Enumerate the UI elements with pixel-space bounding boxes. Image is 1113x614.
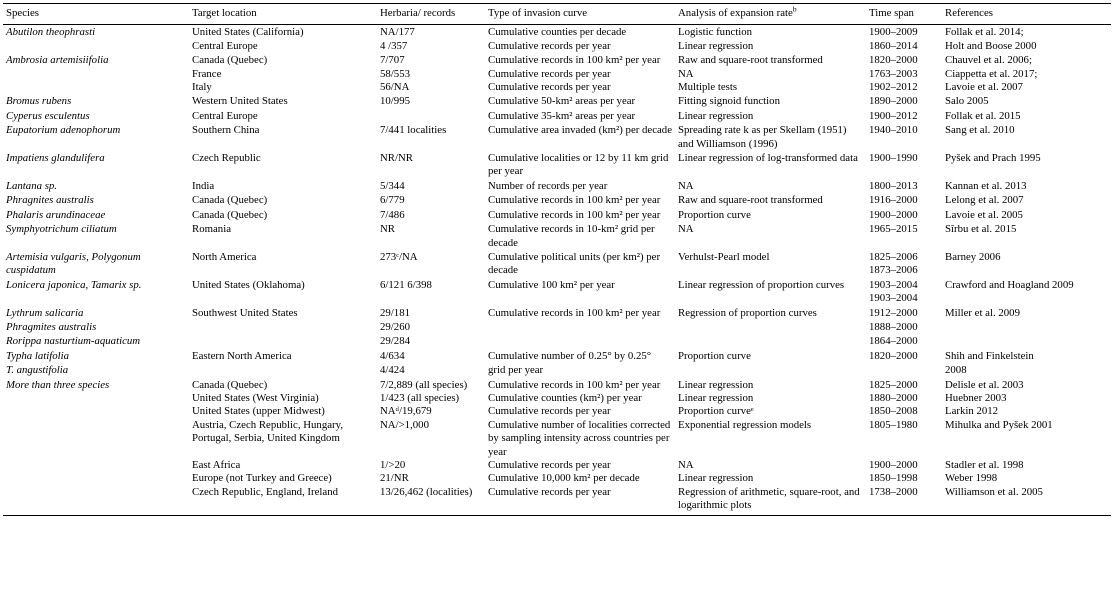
cell-curve: Cumulative records in 100 km² per year <box>488 378 661 391</box>
cell-species: Phragnites australis <box>6 194 94 207</box>
cell-curve: Cumulative records in 100 km² per year <box>488 54 661 67</box>
cell-location: Southwest United States <box>192 306 298 319</box>
cell-time: 1900–2012 <box>869 109 918 122</box>
cell-refs: Lavoie et al. 2005 <box>945 208 1023 221</box>
cell-herbaria: 7/707 <box>380 54 405 67</box>
cell-species <box>3 405 189 418</box>
cell-analysis: NA <box>678 179 694 192</box>
table-row <box>3 222 1111 250</box>
cell-time: 1890–2000 <box>869 95 918 108</box>
cell-location: Austria, Czech Republic, Hungary, Portugal, Serbia, United Kingdom <box>192 418 344 445</box>
cell-time: 1738–2000 <box>866 486 942 515</box>
cell-time: 1902–2012 <box>869 81 918 94</box>
cell-time: 1965–2015 <box>869 223 918 236</box>
table-row <box>3 486 1111 515</box>
cell-location: Romania <box>192 223 231 236</box>
cell-time: 1916–2000 <box>869 194 918 207</box>
cell-curve: Cumulative counties (km²) per year <box>488 391 642 404</box>
cell-species: Cyperus esculentus <box>6 109 90 122</box>
cell-species <box>3 392 189 405</box>
header-species: Species <box>3 4 189 25</box>
cell-location <box>189 320 377 334</box>
cell-time: 1850–2008 <box>869 405 918 418</box>
cell-refs: Chauvel et al. 2006; <box>945 54 1032 67</box>
cell-curve: Cumulative records per year <box>488 459 611 471</box>
cell-analysis <box>675 320 866 334</box>
cell-curve <box>485 334 675 348</box>
cell-refs <box>942 334 1111 348</box>
cell-refs: Mihulka and Pyšek 2001 <box>945 418 1053 431</box>
cell-herbaria: 7/486 <box>380 208 405 221</box>
cell-species <box>3 81 189 94</box>
table-row <box>3 363 1111 377</box>
cell-herbaria: 58/553 <box>380 67 410 80</box>
cell-time: 1763–2003 <box>869 67 918 80</box>
cell-refs: Stadler et al. 1998 <box>945 459 1024 471</box>
table-body <box>3 25 1111 515</box>
cell-curve: Number of records per year <box>488 179 608 192</box>
cell-analysis: Linear regression of log-transformed data <box>678 152 858 165</box>
table-row <box>3 405 1111 418</box>
cell-species: Abutilon theophrasti <box>6 26 96 39</box>
cell-refs: Pyšek and Prach 1995 <box>945 152 1041 165</box>
cell-curve: Cumulative 10,000 km² per decade <box>488 472 640 485</box>
cell-location <box>189 334 377 348</box>
header-location: Target location <box>189 4 377 25</box>
table-row <box>3 208 1111 222</box>
cell-location: East Africa <box>192 459 241 471</box>
cell-refs: Lelong et al. 2007 <box>945 194 1024 207</box>
cell-time: 1880–2000 <box>869 391 918 404</box>
table-row <box>3 193 1111 207</box>
table-row <box>3 472 1111 485</box>
table-row <box>3 81 1111 94</box>
cell-herbaria: 1/>20 <box>380 459 406 471</box>
cell-refs: Weber 1998 <box>945 472 998 485</box>
cell-time: 1805–1980 <box>869 418 918 431</box>
cell-refs: Crawford and Hoagland 2009 <box>945 278 1074 291</box>
cell-herbaria: NAᵈ/19,679 <box>380 405 432 418</box>
cell-time: 1820–2000 <box>869 349 918 362</box>
cell-species <box>3 486 189 515</box>
cell-time: 1900–2000 <box>869 208 918 221</box>
cell-refs <box>942 320 1111 334</box>
cell-analysis: Verhulst-Pearl model <box>678 250 770 263</box>
cell-herbaria: 10/995 <box>380 95 410 108</box>
cell-refs: Holt and Boose 2000 <box>945 39 1037 52</box>
cell-analysis: Logistic function <box>678 26 753 39</box>
table-row <box>3 109 1111 123</box>
table-row <box>3 123 1111 151</box>
cell-location: United States (West Virginia) <box>192 391 319 404</box>
cell-analysis: Spreading rate k as per Skellam (1951) and Williamson (1996) <box>678 124 847 150</box>
cell-time: 1888–2000 <box>869 320 918 333</box>
cell-analysis: Proportion curve <box>678 349 751 362</box>
cell-analysis: Exponential regression models <box>678 418 812 431</box>
cell-refs: Lavoie et al. 2007 <box>945 81 1023 94</box>
cell-curve: Cumulative records per year <box>488 39 611 52</box>
table-row <box>3 378 1111 392</box>
cell-herbaria: NA/177 <box>380 26 415 39</box>
cell-refs: Shih and Finkelstein <box>945 349 1034 362</box>
cell-curve: Cumulative records in 10-km² grid per decade <box>488 223 655 249</box>
cell-location <box>189 363 377 377</box>
cell-analysis: NA <box>678 67 694 80</box>
cell-herbaria: 56/NA <box>380 81 410 94</box>
table-row <box>3 250 1111 278</box>
table-row <box>3 179 1111 193</box>
cell-analysis: Multiple tests <box>678 81 738 94</box>
cell-curve <box>485 320 675 334</box>
cell-species: Bromus rubens <box>6 95 72 108</box>
cell-analysis <box>675 363 866 377</box>
cell-location: Canada (Quebec) <box>192 54 268 67</box>
cell-location: Central Europe <box>192 109 258 122</box>
cell-herbaria: NA/>1,000 <box>380 418 429 431</box>
header-analysis <box>675 4 866 25</box>
cell-curve: Cumulative 35-km² areas per year <box>488 109 636 122</box>
cell-refs: Larkin 2012 <box>945 405 999 418</box>
cell-analysis: Regression of arithmetic, square-root, and logarithmic plots <box>675 486 866 515</box>
cell-time: 1800–2013 <box>869 179 918 192</box>
table-row <box>3 53 1111 67</box>
cell-species: Lythrum salicaria <box>6 306 84 319</box>
cell-refs: Kannan et al. 2013 <box>945 179 1027 192</box>
cell-time: 1825–2000 <box>869 378 918 391</box>
cell-herbaria: 13/26,462 (localities) <box>377 486 485 515</box>
cell-herbaria: 29/181 <box>380 306 410 319</box>
cell-location: United States (Oklahoma) <box>192 278 305 291</box>
cell-curve: Cumulative records in 100 km² per year <box>488 208 661 221</box>
table-row <box>3 392 1111 405</box>
cell-analysis: NA <box>678 459 694 471</box>
cell-time: 1903–2004 1903–2004 <box>869 278 918 305</box>
cell-herbaria: 7/2,889 (all species) <box>380 378 468 391</box>
cell-herbaria: 4/424 <box>380 364 405 377</box>
header-row <box>3 4 1111 25</box>
cell-curve: Cumulative area invaded (km²) per decade <box>488 124 673 137</box>
cell-herbaria: 6/121 6/398 <box>380 278 432 291</box>
cell-species <box>3 419 189 459</box>
header-analysis-footnote: b <box>792 4 797 14</box>
header-time: Time span <box>866 4 942 25</box>
cell-curve: Cumulative records per year <box>488 81 611 94</box>
cell-analysis: Linear regression <box>678 109 754 122</box>
cell-location: Europe (not Turkey and Greece) <box>192 472 332 485</box>
table-row <box>3 334 1111 348</box>
table-row <box>3 278 1111 306</box>
cell-herbaria: 5/344 <box>380 179 405 192</box>
cell-location: Czech Republic <box>192 152 261 165</box>
cell-time: 1912–2000 <box>869 306 918 319</box>
cell-species: Phalaris arundinaceae <box>6 208 106 221</box>
table-row <box>3 459 1111 472</box>
cell-time: 1850–1998 <box>869 472 918 485</box>
table-row <box>3 306 1111 320</box>
cell-refs: Delisle et al. 2003 <box>945 378 1024 391</box>
cell-refs: Follak et al. 2014; <box>945 26 1024 39</box>
cell-herbaria: 29/260 <box>380 320 410 333</box>
cell-analysis: Raw and square-root transformed <box>678 54 823 67</box>
cell-location: Canada (Quebec) <box>192 378 268 391</box>
cell-analysis: Linear regression <box>678 391 754 404</box>
cell-location: India <box>192 179 215 192</box>
cell-location: Canada (Quebec) <box>192 194 268 207</box>
table-row <box>3 419 1111 459</box>
cell-curve: Cumulative records per year <box>488 405 611 418</box>
cell-herbaria <box>377 109 485 123</box>
cell-herbaria: 1/423 (all species) <box>380 391 460 404</box>
cell-refs: Huebner 2003 <box>945 391 1007 404</box>
table-row <box>3 349 1111 363</box>
cell-refs: Sîrbu et al. 2015 <box>945 223 1017 236</box>
cell-curve: Cumulative records in 100 km² per year <box>488 194 661 207</box>
cell-time: 1900–1990 <box>869 152 918 165</box>
cell-curve: Cumulative 50-km² areas per year <box>488 95 636 108</box>
cell-location: Eastern North America <box>192 349 292 362</box>
cell-species: T. angustifolia <box>6 364 69 377</box>
cell-time: 1825–2006 1873–2006 <box>869 250 918 277</box>
cell-species: Rorippa nasturtium-aquaticum <box>6 335 141 348</box>
cell-refs: 2008 <box>945 364 967 377</box>
cell-species <box>3 40 189 53</box>
cell-analysis <box>675 334 866 348</box>
header-curve: Type of invasion curve <box>485 4 675 25</box>
cell-curve: Cumulative records per year <box>485 486 675 515</box>
cell-time: 1864–2000 <box>869 335 918 348</box>
cell-species: Ambrosia artemisiifolia <box>6 54 109 67</box>
cell-species <box>3 459 189 472</box>
cell-curve: Cumulative counties per decade <box>488 26 627 39</box>
cell-refs: Barney 2006 <box>945 250 1001 263</box>
cell-curve: Cumulative 100 km² per year <box>488 278 615 291</box>
cell-location: France <box>192 67 222 80</box>
cell-curve: Cumulative localities or 12 by 11 km grid per year <box>488 152 669 178</box>
cell-analysis: NA <box>678 223 694 236</box>
cell-location: Italy <box>192 81 212 94</box>
cell-curve: Cumulative records per year <box>488 67 611 80</box>
cell-analysis: Proportion curveᵉ <box>678 405 754 418</box>
cell-location: North America <box>192 250 257 263</box>
cell-location: Central Europe <box>192 39 258 52</box>
invasion-curve-table <box>3 3 1111 516</box>
cell-curve: Cumulative number of localities corrected by sampling intensity across countries per year <box>488 418 671 458</box>
cell-analysis: Linear regression of proportion curves <box>678 278 845 291</box>
cell-species: Lantana sp. <box>6 179 57 192</box>
cell-analysis: Linear regression <box>678 472 754 485</box>
cell-refs: Sang et al. 2010 <box>945 124 1015 137</box>
cell-refs: Ciappetta et al. 2017; <box>945 67 1038 80</box>
cell-refs: Williamson et al. 2005 <box>942 486 1111 515</box>
cell-time: 1820–2000 <box>869 54 918 67</box>
cell-refs: Miller et al. 2009 <box>945 306 1020 319</box>
cell-herbaria: 273ᶜ/NA <box>380 250 418 263</box>
header-refs: References <box>942 4 1111 25</box>
cell-species: More than three species <box>6 378 110 391</box>
cell-species: Impatiens glandulifera <box>6 152 105 165</box>
cell-analysis: Proportion curve <box>678 208 751 221</box>
cell-analysis: Linear regression <box>678 378 754 391</box>
cell-species <box>3 472 189 485</box>
cell-species <box>3 68 189 81</box>
cell-time: 1940–2010 <box>869 124 918 137</box>
cell-herbaria: 21/NR <box>380 472 409 485</box>
table-row <box>3 25 1111 40</box>
cell-analysis: Regression of proportion curves <box>678 306 817 319</box>
cell-curve: Cumulative number of 0.25° by 0.25° <box>488 349 652 362</box>
cell-curve: grid per year <box>488 364 544 377</box>
header-analysis-label: Analysis of expansion rate <box>678 7 793 19</box>
cell-analysis: Linear regression <box>678 39 754 52</box>
cell-location: Canada (Quebec) <box>192 208 268 221</box>
cell-time <box>866 363 942 377</box>
table-row <box>3 68 1111 81</box>
table-row <box>3 320 1111 334</box>
cell-location: United States (upper Midwest) <box>192 405 325 418</box>
cell-species: Symphyotrichum ciliatum <box>6 223 117 236</box>
table-row <box>3 94 1111 108</box>
cell-analysis: Raw and square-root transformed <box>678 194 823 207</box>
cell-time: 1900–2009 <box>869 26 918 39</box>
cell-refs: Salo 2005 <box>945 95 989 108</box>
cell-location: Western United States <box>192 95 288 108</box>
cell-herbaria: NR/NR <box>380 152 413 165</box>
header-herbaria: Herbaria/ records <box>377 4 485 25</box>
cell-location: Southern China <box>192 124 260 137</box>
cell-herbaria: 4 /357 <box>380 39 408 52</box>
cell-curve: Cumulative political units (per km²) per decade <box>488 250 661 277</box>
cell-herbaria: 4/634 <box>380 349 405 362</box>
cell-species: Typha latifolia <box>6 349 70 362</box>
cell-herbaria: 6/779 <box>380 194 405 207</box>
cell-refs: Follak et al. 2015 <box>945 109 1021 122</box>
table-row <box>3 40 1111 53</box>
cell-species: Phragmites australis <box>6 320 97 333</box>
cell-location: United States (California) <box>192 26 304 39</box>
cell-herbaria: NR <box>380 223 395 236</box>
table-row <box>3 151 1111 179</box>
cell-species: Artemisia vulgaris, Polygonum cuspidatum <box>6 250 141 277</box>
cell-species: Eupatorium adenophorum <box>6 124 121 137</box>
cell-herbaria: 7/441 localities <box>380 124 447 137</box>
cell-time: 1900–2000 <box>869 459 918 471</box>
cell-location: Czech Republic, England, Ireland <box>189 486 377 515</box>
cell-herbaria: 29/284 <box>380 335 410 348</box>
cell-time: 1860–2014 <box>869 39 918 52</box>
cell-analysis: Fitting signoid function <box>678 95 780 108</box>
cell-species: Lonicera japonica, Tamarix sp. <box>6 278 142 291</box>
cell-curve: Cumulative records in 100 km² per year <box>488 306 661 319</box>
